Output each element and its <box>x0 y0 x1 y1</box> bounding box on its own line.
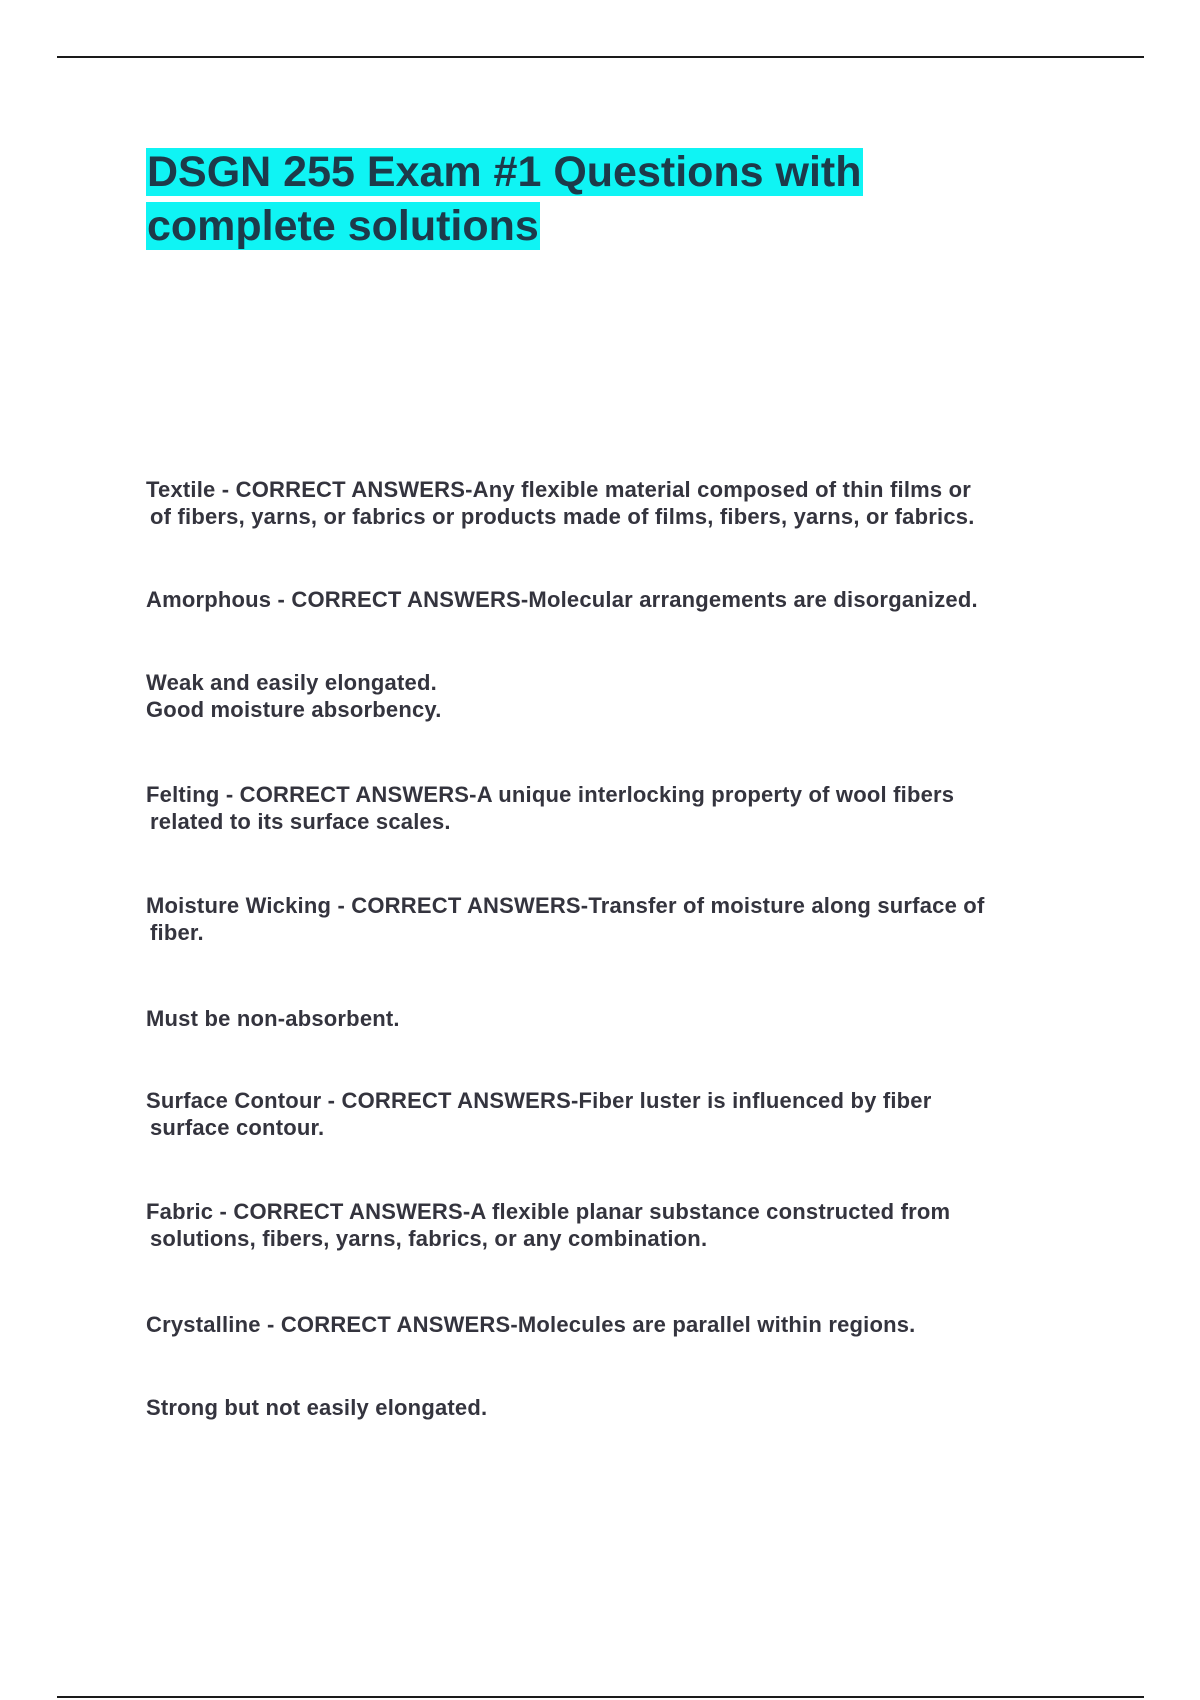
qa-entry-amorphous-detail <box>146 669 442 723</box>
entry-line: Moisture Wicking - CORRECT ANSWERS-Transfer of moisture along surface of <box>146 893 985 918</box>
entry-line: Fabric - CORRECT ANSWERS-A flexible planar substance constructed from <box>146 1199 951 1224</box>
title-line-2: complete solutions <box>147 202 539 250</box>
entry-line: Surface Contour - CORRECT ANSWERS-Fiber luster is influenced by fiber <box>146 1088 932 1113</box>
qa-entry-moisture-wicking <box>146 892 984 946</box>
top-rule <box>57 56 1144 58</box>
entry-line: surface contour. <box>150 1115 325 1140</box>
entry-line: Good moisture absorbency. <box>146 697 442 722</box>
qa-entry-fabric <box>146 1198 950 1252</box>
entry-line: Strong but not easily elongated. <box>146 1395 488 1420</box>
qa-entry-crystalline-detail <box>146 1394 487 1421</box>
qa-entry-wicking-detail <box>146 1005 400 1032</box>
entry-line: Textile - CORRECT ANSWERS-Any flexible material composed of thin films or <box>146 477 972 502</box>
entry-line: Must be non-absorbent. <box>146 1006 400 1031</box>
entry-line: solutions, fibers, yarns, fabrics, or any combination. <box>150 1226 708 1251</box>
title-line-1: DSGN 255 Exam #1 Questions with <box>147 148 862 196</box>
entry-line: Crystalline - CORRECT ANSWERS-Molecules are parallel within regions. <box>146 1312 916 1337</box>
entry-line: related to its surface scales. <box>150 809 451 834</box>
qa-entry-amorphous <box>146 586 978 613</box>
qa-entry-surface-contour <box>146 1087 932 1141</box>
document-title <box>146 145 946 253</box>
entry-line: fiber. <box>150 920 204 945</box>
bottom-rule <box>57 1696 1144 1698</box>
qa-entry-textile <box>146 476 975 530</box>
entry-line: Weak and easily elongated. <box>146 670 437 695</box>
qa-entry-felting <box>146 781 954 835</box>
qa-entry-crystalline <box>146 1311 916 1338</box>
entry-line: Felting - CORRECT ANSWERS-A unique interlocking property of wool fibers <box>146 782 955 807</box>
entry-line: Amorphous - CORRECT ANSWERS-Molecular arrangements are disorganized. <box>146 587 978 612</box>
entry-line: of fibers, yarns, or fabrics or products made of films, fibers, yarns, or fabrics. <box>150 504 975 529</box>
